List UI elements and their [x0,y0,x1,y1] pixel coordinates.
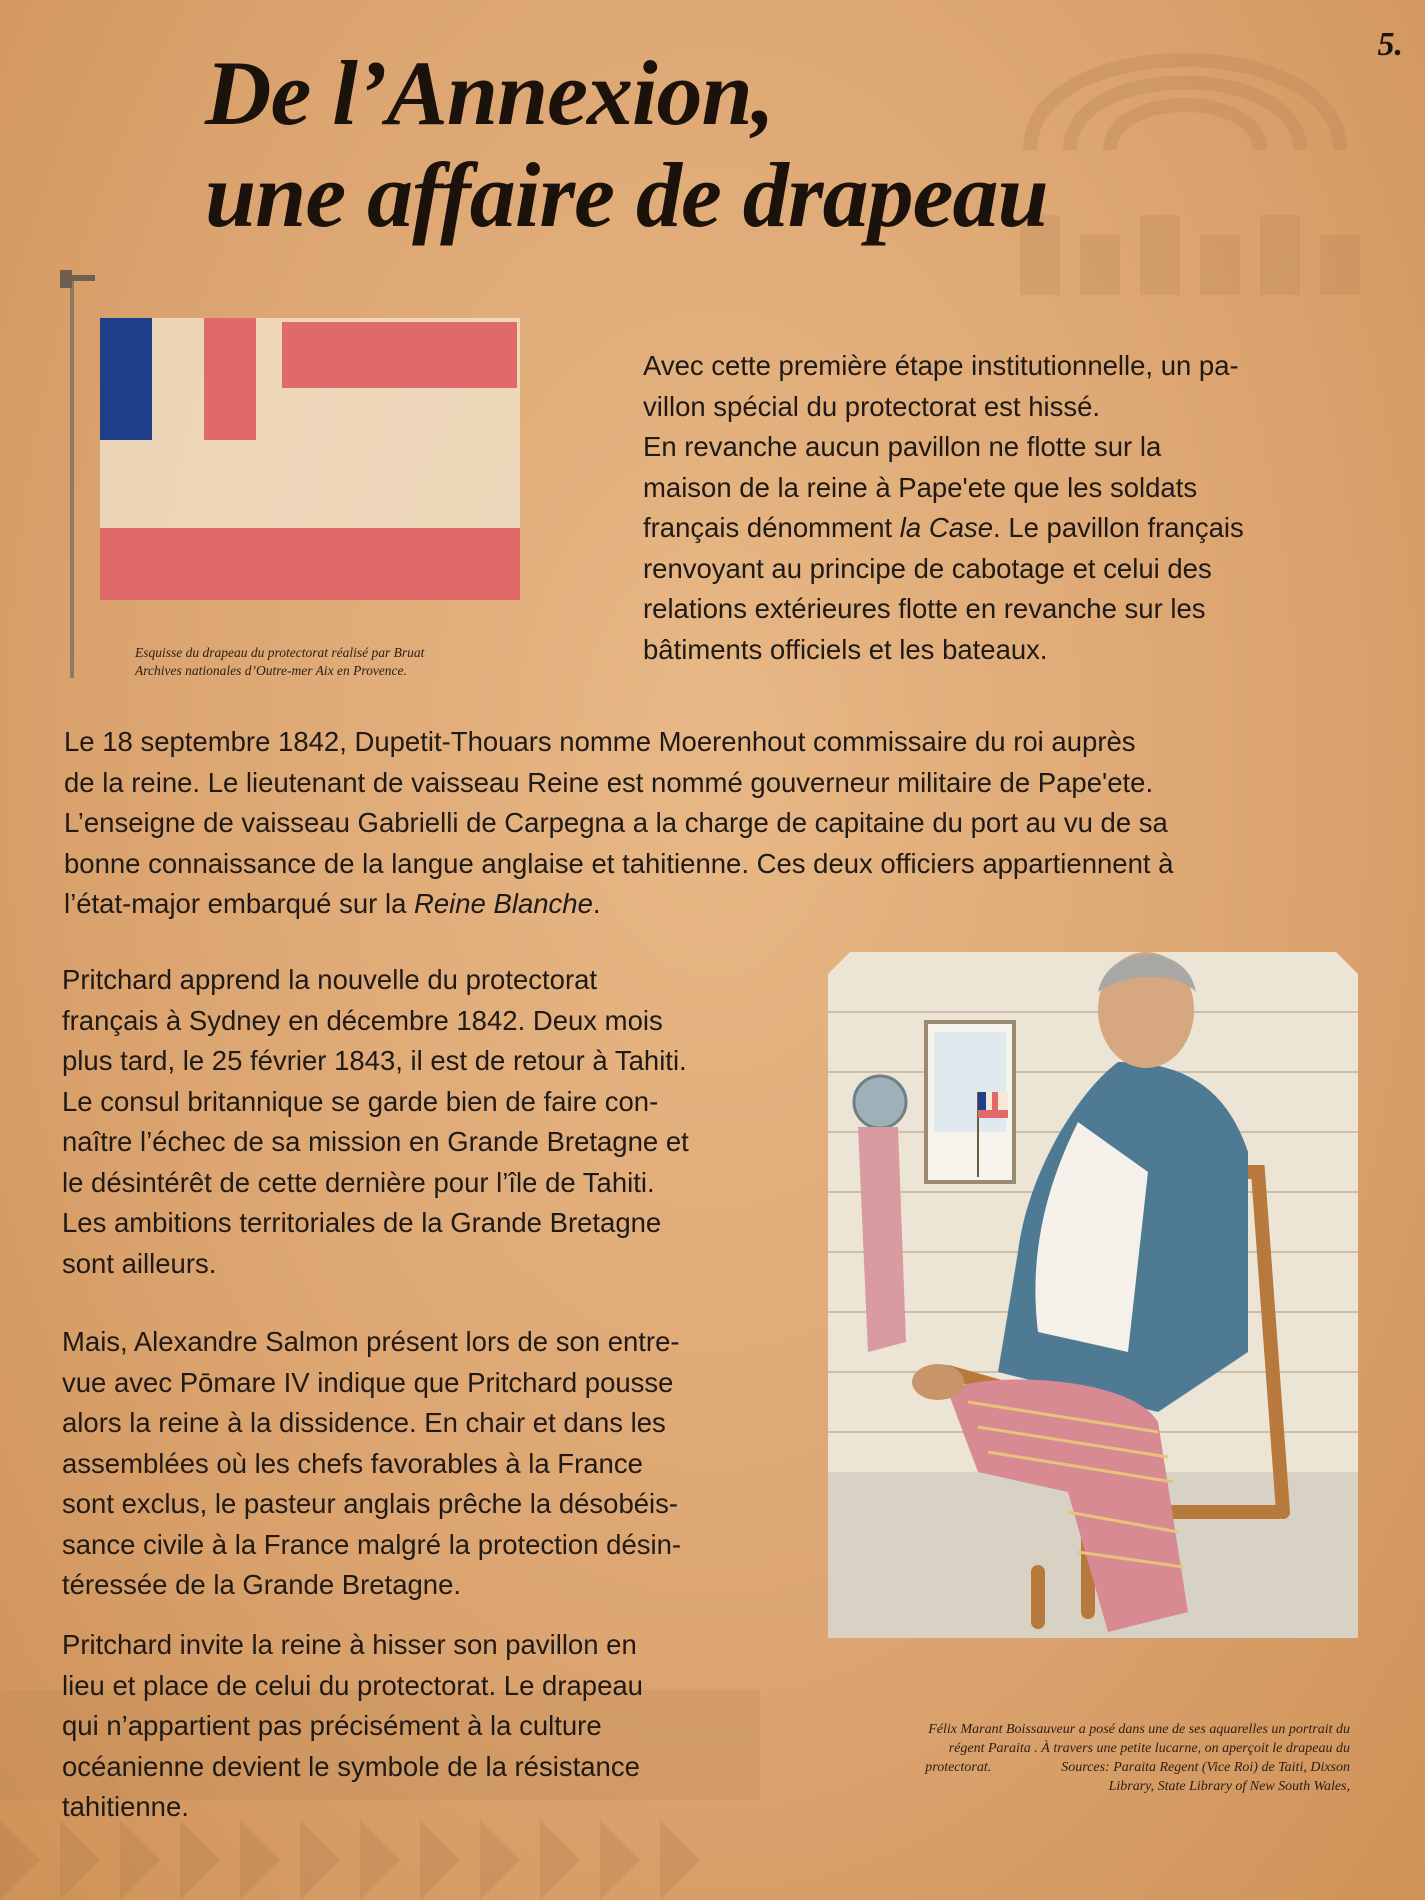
intro-paragraph: Avec cette première étape institutionnelle, un pa- villon spécial du protectorat est hissé. En revanche aucun pavillon ne flotte sur la maison de la reine à Pape'ete que les soldats français dénomment la Case. Le pavillon français renvoyant au principe de cabotage et celui des relations extérieures flotte en revanche sur les bâtiments officiels et les bateaux. [643,350,1244,665]
paragraph-salmon: Mais, Alexandre Salmon présent lors de son entre- vue avec Pōmare IV indique que Pritchard pousse alors la reine à la dissidence. En chair et dans les assemblées où les chefs favorables à la France sont exclus, le pasteur anglais prêche la désobéis- sance civile à la France malgré la protection désin- téressée de la Grande Bretagne. [62,1326,682,1600]
portrait-caption: Félix Marant Boissauveur a posé dans une de ses aquarelles un portrait du régent Paraita . À travers une petite lucarne, on aperçoit le drapeau du protectorat. Sources: Paraita Regent (Vice Roi) de Taiti, Dixson Library, State Library of New South Wales, [925,1722,1350,1794]
flag-caption: Esquisse du drapeau du protectorat réalisé par Bruat Archives nationales d’Outre-mer Aix en Provence. [135,645,425,678]
title-line-2: une affaire de drapeau [205,144,1048,246]
flag-upper-red-band [282,322,517,388]
paragraph-pritchard-return: Pritchard apprend la nouvelle du protectorat français à Sydney en décembre 1842. Deux mois plus tard, le 25 février 1843, il est de retour à Tahiti. Le consul britannique se garde bien de faire con- naître l’échec de sa mission en Grande Bretagne et le désintérêt de cette dernière pour l’île de Tahiti. Les ambitions territoriales de la Grande Bretagne sont ailleurs. [62,964,689,1279]
protectorate-flag-sketch [60,270,530,690]
flag-red-stripe [204,318,256,440]
page-number: 5. [1377,26,1403,63]
flag-blue-stripe [100,318,152,440]
title-line-1: De l’Annexion, [205,42,774,144]
flag-lower-red-band [100,528,520,600]
paragraph-appointments: Le 18 septembre 1842, Dupetit-Thouars nomme Moerenhout commissaire du roi auprès de la reine. Le lieutenant de vaisseau Reine est nommé gouverneur militaire de Pape'ete. L’enseigne de vaisseau Gabrielli de Carpegna a la charge de capitaine du port au vu de sa bonne connaissance de la langue anglaise et tahitienne. Ces deux officiers appartiennent à l’état-major embarqué sur la Reine Blanche. [64,726,1174,919]
page-title [205,42,1048,246]
tiki-motif-decoration [1000,0,1425,320]
paragraph-flag-resistance: Pritchard invite la reine à hisser son pavillon en lieu et place de celui du protectorat. Le drapeau qui n’appartient pas précisément à la culture océanienne devient le symbole de la résistance tahitienne. [62,1629,643,1822]
regent-paraita-portrait [828,952,1358,1638]
